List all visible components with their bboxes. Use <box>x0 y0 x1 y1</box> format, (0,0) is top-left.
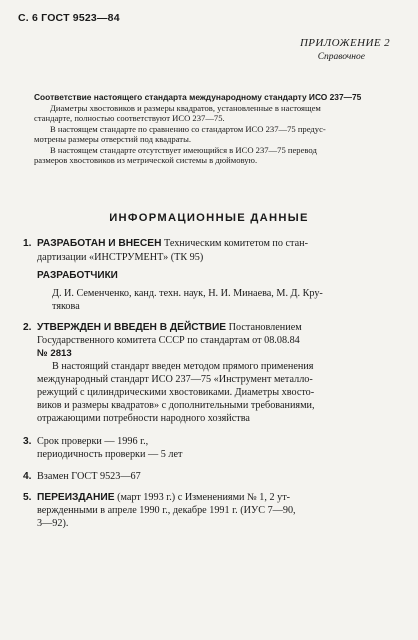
item-2-lead: УТВЕРЖДЕН И ВВЕДЕН В ДЕЙСТВИЕ <box>37 322 227 333</box>
developers-names: Д. И. Семенченко, канд. техн. наук, Н. И. Минаева, М. Д. Кру- <box>52 288 323 299</box>
section-title: ИНФОРМАЦИОННЫЕ ДАННЫЕ <box>109 212 309 224</box>
item-2-line-3: № 2813 <box>37 348 72 359</box>
intro-line: В настоящем стандарте по сравнению со стандартом ИСО 237—75 предус- <box>50 124 326 134</box>
appendix-subtitle: Справочное <box>317 52 365 62</box>
item-2-para: отражающими потребности народного хозяйства <box>37 413 250 424</box>
intro-line: В настоящем стандарте отсутствует имеющийся в ИСО 237—75 перевод <box>50 145 317 155</box>
appendix-title: ПРИЛОЖЕНИЕ 2 <box>299 37 390 49</box>
developers-label: РАЗРАБОТЧИКИ <box>37 270 118 281</box>
item-2-para: виков и размеры квадратов» с дополнительными требованиями, <box>37 400 315 411</box>
item-2-line <box>37 322 302 335</box>
item-5-line-2: вержденными в апреле 1990 г., декабре 1991 г. (ИУС 7—90, <box>37 505 296 516</box>
developers-names-2: тякова <box>52 301 80 312</box>
intro-line: стандарте, полностью соответствуют ИСО 237—75. <box>34 113 225 123</box>
item-3-line: Срок проверки — 1996 г., <box>37 436 149 447</box>
item-1-line-2: дартизации «ИНСТРУМЕНТ» (ТК 95) <box>37 252 204 263</box>
page-header: С. 6 ГОСТ 9523—84 <box>18 12 120 24</box>
item-1-line <box>37 238 308 251</box>
item-1-text: Техническим комитетом по стан- <box>161 238 308 249</box>
item-number: 1. <box>23 238 32 249</box>
item-2-text: Постановлением <box>226 322 302 333</box>
item-5-text: (март 1993 г.) с Изменениями № 1, 2 ут- <box>114 492 291 503</box>
item-2-para: режущий с цилиндрическими хвостовиками. Диаметры хвосто- <box>37 387 315 398</box>
item-1-lead: РАЗРАБОТАН И ВНЕСЕН <box>37 238 162 249</box>
item-2-para: В настоящий стандарт введен методом прямого применения <box>52 361 314 372</box>
item-5-line-3: 3—92). <box>37 518 69 529</box>
item-2-line-2: Государственного комитета СССР по стандартам от 08.08.84 <box>37 335 300 346</box>
item-number: 3. <box>23 436 32 447</box>
intro-line: мотрены размеры отверстий под квадраты. <box>34 134 191 144</box>
intro-line: размеров хвостовиков из метрической системы в дюймовую. <box>34 155 258 165</box>
item-number: 2. <box>23 322 32 333</box>
intro-heading: Соответствие настоящего стандарта международному стандарту ИСО 237—75 <box>34 92 362 102</box>
item-number: 5. <box>23 492 32 503</box>
intro-line: Диаметры хвостовиков и размеры квадратов, установленные в настоящем <box>50 103 321 113</box>
item-5-lead: ПЕРЕИЗДАНИЕ <box>37 492 115 503</box>
item-number: 4. <box>23 471 32 482</box>
item-4-line: Взамен ГОСТ 9523—67 <box>37 471 141 482</box>
item-3-line-2: периодичность проверки — 5 лет <box>37 449 183 460</box>
item-5-line <box>37 492 290 505</box>
item-2-para: международный стандарт ИСО 237—75 «Инструмент металло- <box>37 374 313 385</box>
